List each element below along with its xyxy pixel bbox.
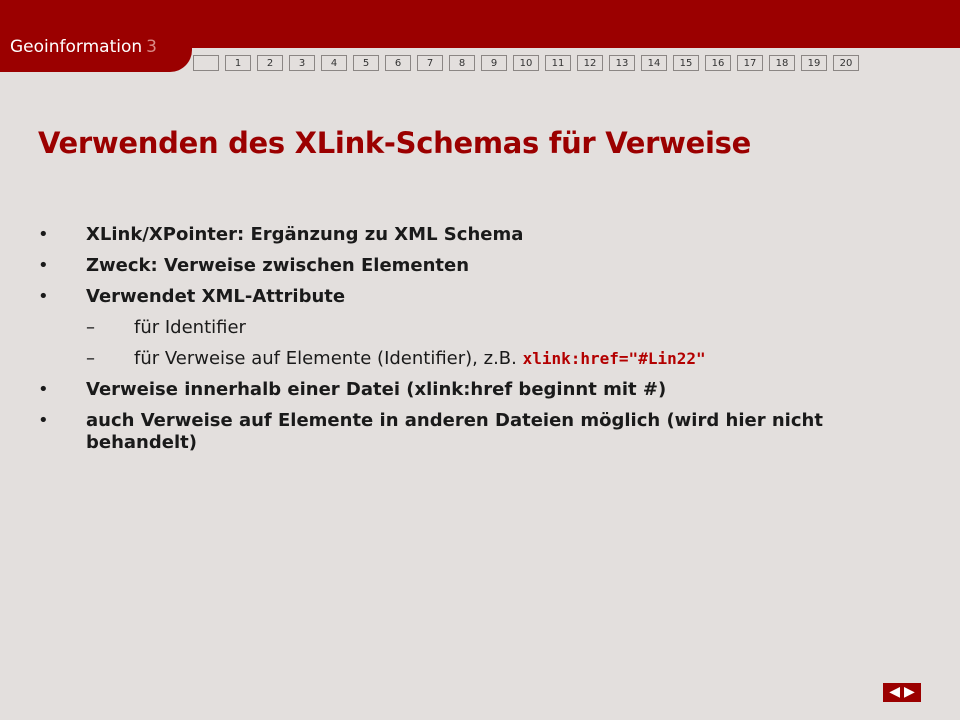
pager-item-4[interactable]: 4 — [321, 55, 347, 71]
pager-item-7[interactable]: 7 — [417, 55, 443, 71]
dash-marker: – — [86, 348, 95, 369]
list-item — [38, 379, 918, 401]
sub-list-item — [38, 317, 918, 339]
pager-item-8[interactable]: 8 — [449, 55, 475, 71]
list-item — [38, 410, 918, 454]
pager-item-15[interactable]: 15 — [673, 55, 699, 71]
bullet-text: Zweck: Verweise zwischen Elementen — [86, 255, 470, 276]
list-item — [38, 286, 918, 308]
pager-item-2[interactable]: 2 — [257, 55, 283, 71]
sub-item-text: für Identifier — [134, 317, 246, 338]
list-item — [38, 255, 918, 277]
pager-item-3[interactable]: 3 — [289, 55, 315, 71]
code-snippet: xlink:href="#Lin22" — [522, 349, 706, 368]
pager-item-16[interactable]: 16 — [705, 55, 731, 71]
pager-item-19[interactable]: 19 — [801, 55, 827, 71]
pager-item-13[interactable]: 13 — [609, 55, 635, 71]
bullet-marker: • — [38, 410, 49, 431]
pager-item-17[interactable]: 17 — [737, 55, 763, 71]
pager-item-0[interactable] — [193, 55, 219, 71]
pager-item-6[interactable]: 6 — [385, 55, 411, 71]
pager-item-20[interactable]: 20 — [833, 55, 859, 71]
bullet-list — [38, 224, 918, 463]
bullet-marker: • — [38, 379, 49, 400]
bullet-marker: • — [38, 255, 49, 276]
slide-pager — [193, 55, 859, 71]
pager-item-12[interactable]: 12 — [577, 55, 603, 71]
pager-item-11[interactable]: 11 — [545, 55, 571, 71]
prev-arrow-icon[interactable]: ◀ — [889, 684, 900, 700]
list-item — [38, 224, 918, 246]
brand-label — [10, 37, 157, 57]
bullet-marker: • — [38, 224, 49, 245]
brand-number: 3 — [146, 37, 157, 57]
sub-list-item — [38, 348, 918, 370]
pager-item-10[interactable]: 10 — [513, 55, 539, 71]
pager-item-1[interactable]: 1 — [225, 55, 251, 71]
bullet-text: Verwendet XML-Attribute — [86, 286, 346, 307]
pager-item-9[interactable]: 9 — [481, 55, 507, 71]
dash-marker: – — [86, 317, 95, 338]
bullet-text: XLink/XPointer: Ergänzung zu XML Schema — [86, 224, 524, 245]
pager-item-14[interactable]: 14 — [641, 55, 667, 71]
slide-title: Verwenden des XLink-Schemas für Verweise — [38, 126, 751, 160]
slide-nav — [883, 683, 921, 702]
pager-item-18[interactable]: 18 — [769, 55, 795, 71]
sub-item-text: für Verweise auf Elemente (Identifier), z.B. — [134, 348, 523, 369]
bullet-text: auch Verweise auf Elemente in anderen Dateien möglich (wird hier nicht behandelt) — [86, 410, 823, 453]
next-arrow-icon[interactable]: ▶ — [904, 684, 915, 700]
bullet-marker: • — [38, 286, 49, 307]
brand-name: Geoinformation — [10, 37, 143, 57]
bullet-text: Verweise innerhalb einer Datei (xlink:href beginnt mit #) — [86, 379, 667, 400]
pager-item-5[interactable]: 5 — [353, 55, 379, 71]
